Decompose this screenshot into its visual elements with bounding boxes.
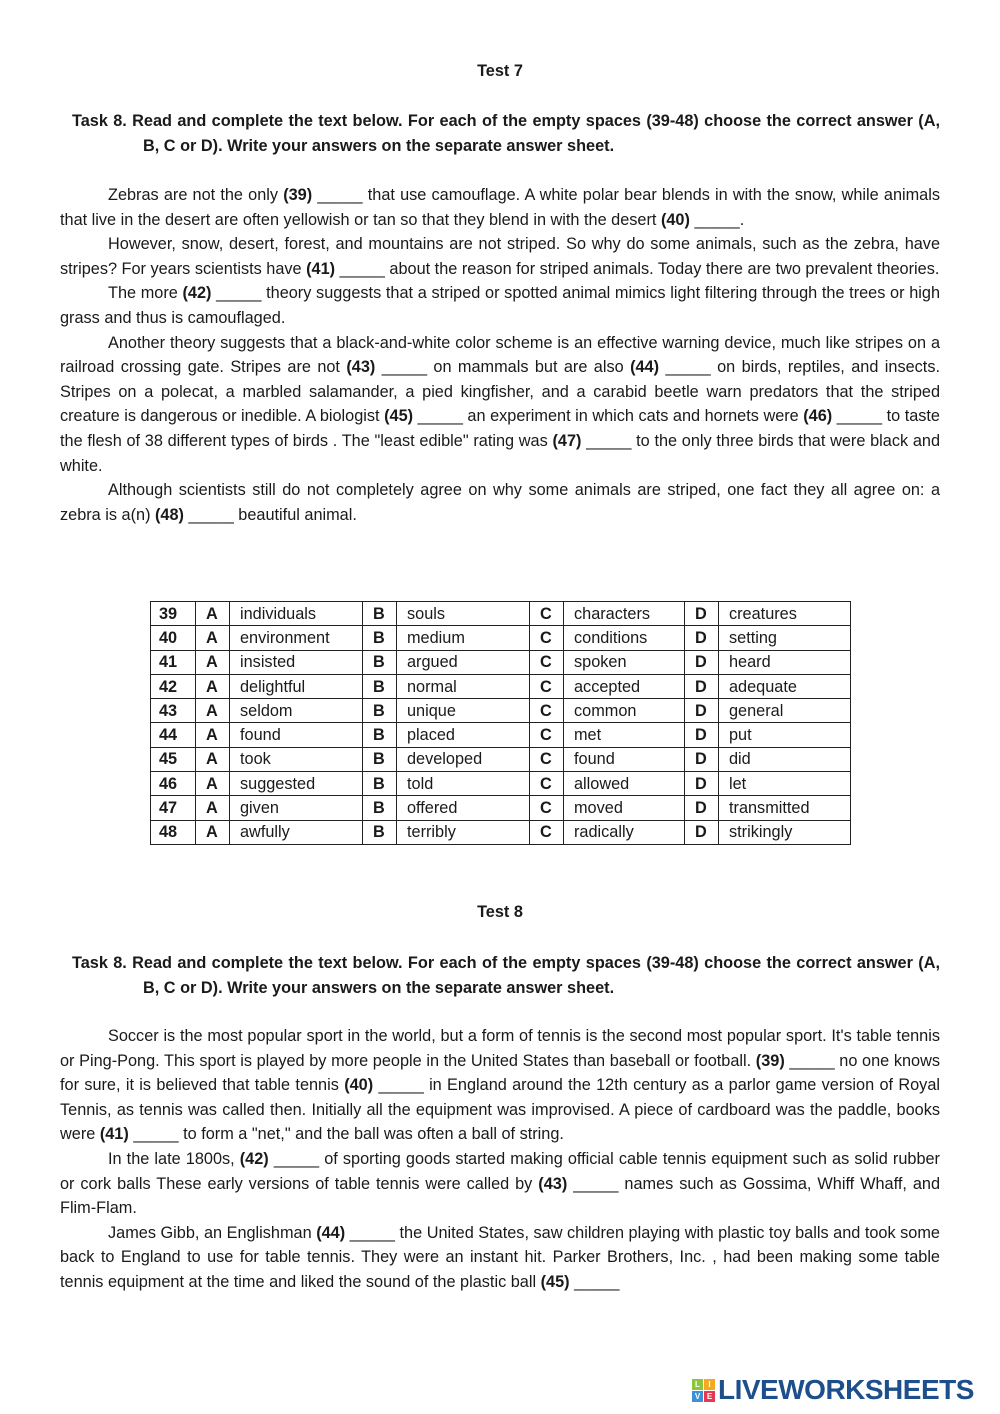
gap-number: (43) [538,1174,568,1193]
text-segment: Another theory suggests that a black-and-white color scheme is an effective warning device, much like stripes on a railroad crossing gate. Stripes are not [60,333,940,377]
logo-cube-letter: L [692,1379,703,1390]
table-row [151,820,851,844]
option-word: given [230,796,363,820]
logo-cube-letter: E [704,1391,715,1402]
text-segment: _____. [689,210,745,229]
test-8-task-instructions: Task 8. Read and complete the text below. For each of the empty spaces (39-48) choose the correct answer (A, B, C or D). Write your answers on the separate answer sheet. [72,954,940,997]
gap-number: (45) [540,1272,570,1291]
option-letter: D [685,626,719,650]
option-letter: B [363,674,397,698]
option-letter: C [530,820,564,844]
option-letter: C [530,723,564,747]
gap-number: (45) [384,407,414,426]
option-letter: B [363,699,397,723]
question-number: 47 [151,796,196,820]
option-word: heard [719,650,851,674]
text-segment: James Gibb, an Englishman [108,1223,317,1242]
table-row [151,674,851,698]
option-letter: D [685,820,719,844]
option-word: spoken [564,650,685,674]
option-letter: C [530,796,564,820]
option-letter: D [685,747,719,771]
gap-number: (41) [306,259,336,278]
text-segment: _____ on birds, reptiles, and insects. Stripes on a polecat, a marbled salamander, a pied kingfisher, and a carabid beetle warn predators that the striped creature is dangerous or inedible. A biologist [60,358,940,426]
option-word: allowed [564,772,685,796]
gap-number: (48) [155,505,184,524]
paragraph [60,183,940,232]
option-word: strikingly [719,820,851,844]
logo-cube-letter: I [704,1379,715,1390]
question-number: 46 [151,772,196,796]
text-segment: _____ about the reason for striped animals. Today there are two prevalent theories. [335,259,940,278]
option-letter: A [196,820,230,844]
option-word: radically [564,820,685,844]
gap-number: (44) [316,1223,346,1242]
option-letter: A [196,723,230,747]
option-word: common [564,699,685,723]
gap-number: (46) [803,407,833,426]
option-letter: B [363,602,397,626]
option-word: individuals [230,602,363,626]
text-segment: _____ in England around the 12th century as a parlor game version of Royal Tennis, as tennis was called then. Initially all the equipment was improvised. A piece of cardboard was the paddle, books were [60,1076,940,1144]
table-row [151,796,851,820]
option-word: found [230,723,363,747]
option-word: transmitted [719,796,851,820]
test-7-title: Test 7 [477,62,523,80]
option-word: terribly [397,820,530,844]
option-letter: A [196,747,230,771]
text-segment: Soccer is the most popular sport in the world, but a form of tennis is the second most popular sport. It's table tennis or Ping-Pong. This sport is played by more people in the United States than baseball or football. [60,1027,940,1070]
text-segment: _____ to taste the flesh of 38 different types of birds . The "least edible" rating was [60,407,940,450]
gap-number: (40) [344,1076,374,1095]
option-letter: C [530,747,564,771]
option-letter: B [363,796,397,820]
option-word: found [564,747,685,771]
option-word: awfully [230,820,363,844]
text-segment: _____ that use camouflage. A white polar bear blends in with the snow, while animals that live in the desert are often yellowish or tan so that they blend in with the desert [60,186,940,229]
option-word: adequate [719,674,851,698]
option-word: let [719,772,851,796]
option-letter: C [530,674,564,698]
option-word: did [719,747,851,771]
gap-number: (41) [99,1125,129,1144]
logo-cube-icon [692,1379,715,1402]
table-row [151,626,851,650]
text-segment: _____ beautiful animal. [183,505,357,524]
table-row [151,747,851,771]
option-letter: B [363,626,397,650]
option-word: characters [564,602,685,626]
option-word: took [230,747,363,771]
option-word: moved [564,796,685,820]
text-segment: In the late 1800s, [108,1149,240,1168]
logo-text: LIVEWORKSHEETS [718,1374,974,1405]
text-segment: _____ on mammals but are also [375,358,631,377]
text-segment: Although scientists still do not completely agree on why some animals are striped, one fact they all agree on: a zebra is a(n) [60,481,940,524]
text-segment: _____ [569,1272,620,1291]
text-segment: _____ to form a "net," and the ball was often a ball of string. [128,1125,564,1144]
table-row [151,650,851,674]
option-letter: D [685,796,719,820]
option-word: environment [230,626,363,650]
option-letter: A [196,699,230,723]
gap-number: (42) [239,1149,269,1168]
text-segment: The more [108,284,183,303]
gap-number: (40) [660,210,690,229]
option-letter: A [196,674,230,698]
table-row [151,723,851,747]
question-number: 43 [151,699,196,723]
text-segment: _____ no one knows for sure, it is believed that table tennis [60,1051,940,1095]
table-row [151,602,851,626]
gap-number: (44) [630,358,660,377]
logo-cube-letter: V [692,1391,703,1402]
option-word: argued [397,650,530,674]
text-segment: However, snow, desert, forest, and mountains are not striped. So why do some animals, such as the zebra, have stripes? For years scientists have [60,235,940,278]
question-number: 39 [151,602,196,626]
option-letter: C [530,602,564,626]
text-segment: _____ the United States, saw children playing with plastic toy balls and took some back to England to use for table tennis. They were an instant hit. Parker Brothers, Inc. , had been making some table tennis equipment at the time and liked the sound of the plastic ball [60,1223,940,1291]
text-segment: _____ of sporting goods started making official cable tennis equipment such as solid rubber or cork balls These early versions of table tennis were called by [60,1149,940,1193]
table-row [151,699,851,723]
option-letter: C [530,772,564,796]
question-number: 48 [151,820,196,844]
option-letter: D [685,723,719,747]
paragraph [60,232,940,281]
question-number: 40 [151,626,196,650]
liveworksheets-logo [692,1374,974,1406]
option-letter: D [685,699,719,723]
gap-number: (43) [346,358,376,377]
paragraph [60,1147,940,1221]
option-word: creatures [719,602,851,626]
text-segment: _____ theory suggests that a striped or spotted animal mimics light filtering through the trees or high grass and thus is camouflaged. [60,284,940,327]
option-word: met [564,723,685,747]
option-letter: A [196,602,230,626]
option-word: unique [397,699,530,723]
test-7-task-instructions: Task 8. Read and complete the text below. For each of the empty spaces (39-48) choose the correct answer (A, B, C or D). Write your answers on the separate answer sheet. [72,112,940,155]
option-word: accepted [564,674,685,698]
option-word: offered [397,796,530,820]
option-word: developed [397,747,530,771]
gap-number: (39) [283,186,313,204]
option-letter: B [363,650,397,674]
text-segment: _____ to the only three birds that were black and white. [60,431,940,475]
question-number: 41 [151,650,196,674]
option-word: setting [719,626,851,650]
question-number: 44 [151,723,196,747]
paragraph [60,331,940,479]
option-letter: D [685,602,719,626]
option-letter: D [685,650,719,674]
option-letter: A [196,772,230,796]
option-word: conditions [564,626,685,650]
option-letter: B [363,772,397,796]
paragraph [60,478,940,527]
option-word: suggested [230,772,363,796]
option-letter: B [363,723,397,747]
text-segment: _____ an experiment in which cats and hornets were [413,407,804,426]
option-word: placed [397,723,530,747]
option-letter: B [363,747,397,771]
option-letter: C [530,650,564,674]
option-letter: C [530,626,564,650]
question-number: 45 [151,747,196,771]
option-letter: A [196,796,230,820]
option-letter: A [196,626,230,650]
option-word: general [719,699,851,723]
option-letter: B [363,820,397,844]
text-segment: Zebras are not the only [108,186,284,204]
option-word: souls [397,602,530,626]
gap-number: (47) [552,431,582,450]
paragraph [60,281,940,330]
option-letter: C [530,699,564,723]
option-word: normal [397,674,530,698]
test-7-passage [60,183,940,527]
option-letter: D [685,772,719,796]
option-word: told [397,772,530,796]
test-8-passage [60,1024,940,1295]
question-number: 42 [151,674,196,698]
option-word: put [719,723,851,747]
option-word: insisted [230,650,363,674]
text-segment: _____ names such as Gossima, Whiff Whaff, and Flim-Flam. [60,1174,940,1218]
option-letter: D [685,674,719,698]
option-word: medium [397,626,530,650]
option-word: delightful [230,674,363,698]
paragraph [60,1221,940,1295]
paragraph [60,1024,940,1147]
table-row [151,772,851,796]
option-letter: A [196,650,230,674]
option-word: seldom [230,699,363,723]
gap-number: (42) [182,284,212,303]
test-7-answer-options-table [150,601,851,845]
test-8-title: Test 8 [477,903,523,921]
gap-number: (39) [755,1051,785,1070]
